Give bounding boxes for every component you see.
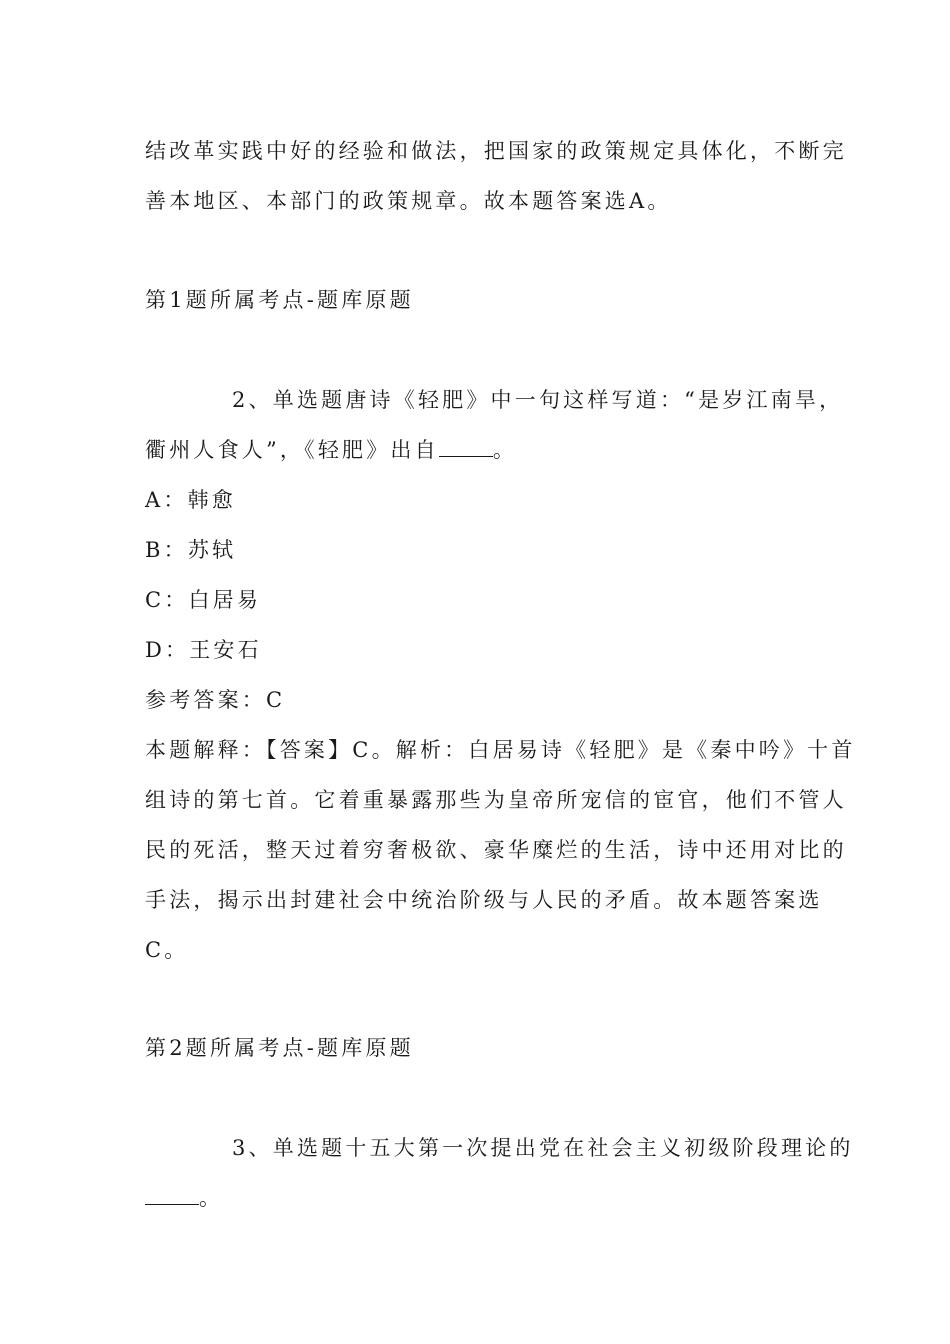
q2-answer: 参考答案：C	[145, 688, 286, 712]
q2-explanation-line: 民的死活，整天过着穷奢极欲、豪华糜烂的生活，诗中还用对比的	[145, 838, 847, 862]
q2-option-c: C：白居易	[145, 588, 262, 612]
q2-stem-prefix: 衢州人食人”，《轻肥》出自	[145, 438, 439, 462]
q2-explanation-line: 本题解释：【答案】C。解析：白居易诗《轻肥》是《秦中吟》十首	[145, 738, 856, 762]
q2-option-a: A：韩愈	[145, 488, 236, 512]
q3-stem-line: 3、单选题十五大第一次提出党在社会主义初级阶段理论的	[232, 1136, 854, 1160]
q2-explanation-line: 组诗的第七首。它着重暴露那些为皇帝所宠信的宦官，他们不管人	[145, 788, 847, 812]
q2-option-d: D：王安石	[145, 638, 262, 662]
q1-explanation-line: 善本地区、本部门的政策规章。故本题答案选A。	[145, 189, 672, 213]
q2-explanation-line: C。	[145, 938, 189, 962]
q2-stem-line	[145, 435, 517, 465]
answer-blank	[145, 1186, 199, 1205]
q1-explanation-line: 结改革实践中好的经验和做法，把国家的政策规定具体化，不断完	[145, 139, 847, 163]
q1-topic: 第1题所属考点-题库原题	[145, 288, 414, 312]
q2-option-b: B：苏轼	[145, 538, 237, 562]
q2-stem-suffix: 。	[492, 438, 518, 462]
q2-stem-line: 2、单选题唐诗《轻肥》中一句这样写道：“是岁江南旱，	[232, 388, 844, 412]
answer-blank	[439, 438, 493, 457]
q2-topic: 第2题所属考点-题库原题	[145, 1036, 414, 1060]
q3-stem-suffix: 。	[199, 1186, 224, 1210]
q3-stem-line	[145, 1183, 223, 1213]
q2-explanation-line: 手法，揭示出封建社会中统治阶级与人民的矛盾。故本题答案选	[145, 888, 823, 912]
